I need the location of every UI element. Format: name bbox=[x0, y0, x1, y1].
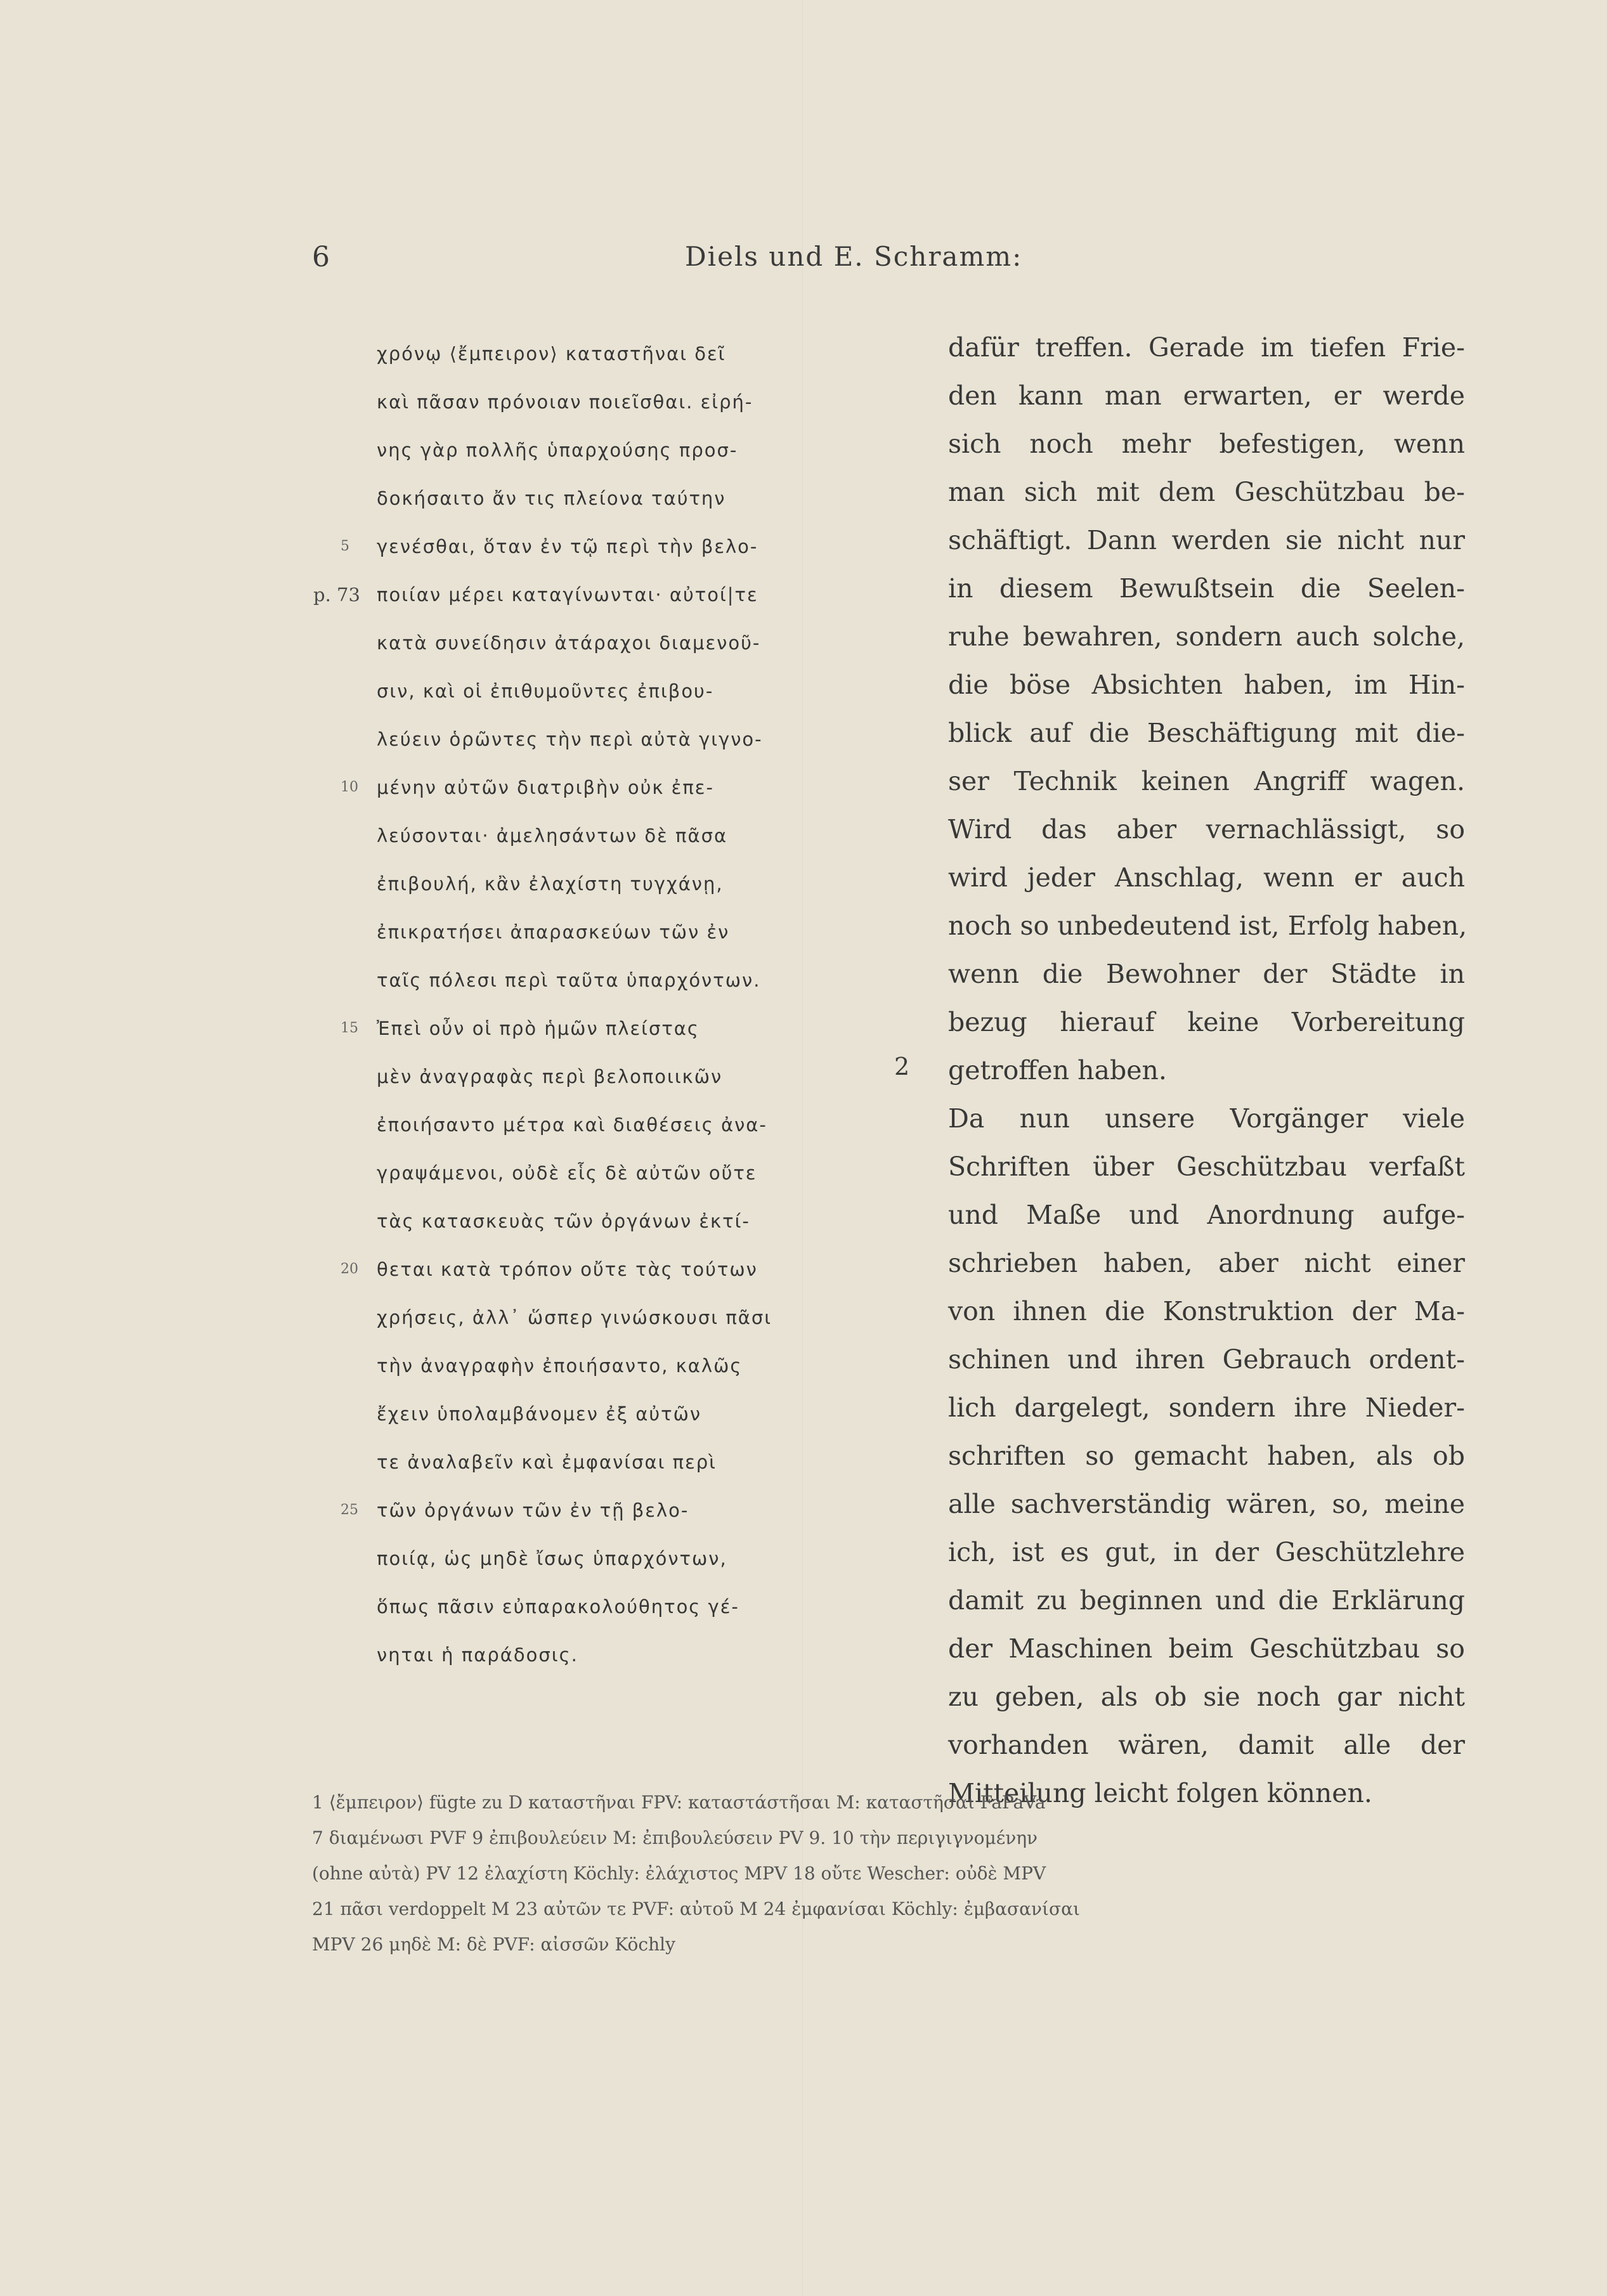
greek-line-text: λεύσονται· ἀμελησάντων δὲ πᾶσα bbox=[377, 825, 728, 846]
greek-line-text: σιν, καὶ οἱ ἐπιθυμοῦντες ἐπιβου- bbox=[377, 680, 714, 702]
greek-line bbox=[377, 330, 878, 378]
german-line: und Maße und Anordnung aufge- bbox=[948, 1200, 1465, 1230]
greek-line-text: ἔχειν ὑπολαμβάνομεν ἐξ αὐτῶν bbox=[377, 1403, 702, 1425]
line-number: 25 bbox=[341, 1502, 358, 1518]
greek-text-column bbox=[313, 330, 878, 1679]
greek-line bbox=[313, 571, 878, 619]
greek-line-text: δοκήσαιτο ἄν τις πλείονα ταύτην bbox=[377, 488, 726, 509]
greek-line bbox=[377, 1390, 878, 1438]
greek-line bbox=[341, 1245, 878, 1294]
greek-line-text: χρήσεις, ἀλλ᾽ ὥσπερ γινώσκουσι πᾶσι bbox=[377, 1307, 772, 1328]
greek-line bbox=[341, 1486, 878, 1534]
german-line: schinen und ihren Gebrauch ordent- bbox=[948, 1344, 1465, 1375]
greek-line-text: τὰς κατασκευὰς τῶν ὀργάνων ἐκτί- bbox=[377, 1210, 750, 1232]
page-number: 6 bbox=[312, 241, 330, 273]
greek-line bbox=[377, 619, 878, 667]
greek-line-text: ποιίᾳ, ὡς μηδὲ ἴσως ὑπαρχόντων, bbox=[377, 1548, 727, 1569]
greek-line-text: ποιίαν μέρει καταγίνωνται· αὐτοί|τε bbox=[377, 584, 758, 606]
greek-line bbox=[377, 1101, 878, 1149]
german-line: damit zu beginnen und die Erklärung bbox=[948, 1585, 1465, 1616]
greek-line bbox=[377, 860, 878, 908]
german-line: Da nun unsere Vorgänger viele bbox=[948, 1103, 1465, 1134]
german-line: ser Technik keinen Angriff wagen. bbox=[948, 766, 1465, 796]
greek-line-text: θεται κατὰ τρόπον οὔτε τὰς τούτων bbox=[377, 1259, 758, 1280]
german-line: sich noch mehr befestigen, wenn bbox=[948, 429, 1465, 459]
greek-line bbox=[377, 956, 878, 1004]
greek-line-text: καὶ πᾶσαν πρόνοιαν ποιεῖσθαι. εἰρή- bbox=[377, 391, 753, 413]
german-line: zu geben, als ob sie noch gar nicht bbox=[948, 1682, 1465, 1712]
line-number: 10 bbox=[341, 779, 358, 795]
running-head: Diels und E. Schramm: bbox=[685, 241, 1023, 272]
german-line: schriften so gemacht haben, als ob bbox=[948, 1441, 1465, 1471]
german-line: schäftigt. Dann werden sie nicht nur bbox=[948, 525, 1465, 555]
german-line: wird jeder Anschlag, wenn er auch bbox=[948, 862, 1465, 893]
german-line: ich, ist es gut, in der Geschützlehre bbox=[948, 1537, 1465, 1567]
german-line: bezug hierauf keine Vorbereitung bbox=[948, 1007, 1465, 1037]
greek-line bbox=[377, 1583, 878, 1631]
greek-line-text: γραψάμενοι, οὐδὲ εἷς δὲ αὐτῶν οὔτε bbox=[377, 1162, 757, 1184]
greek-line-text: ὅπως πᾶσιν εὐπαρακολούθητος γέ- bbox=[377, 1596, 739, 1618]
greek-line bbox=[377, 1197, 878, 1245]
german-line: den kann man erwarten, er werde bbox=[948, 380, 1465, 411]
greek-line-text: μένην αὐτῶν διατριβὴν οὐκ ἐπε- bbox=[377, 777, 714, 798]
greek-line bbox=[341, 1004, 878, 1053]
line-number: 5 bbox=[341, 538, 349, 554]
german-line: alle sachverständig wären, so, meine bbox=[948, 1489, 1465, 1519]
greek-line-text: ἐπικρατήσει ἀπαρασκεύων τῶν ἐν bbox=[377, 921, 730, 943]
greek-line-text: νης γὰρ πολλῆς ὑπαρχούσης προσ- bbox=[377, 439, 738, 461]
greek-line-text: τῶν ὀργάνων τῶν ἐν τῇ βελο- bbox=[377, 1500, 689, 1521]
german-line: Mitteilung leicht folgen können. bbox=[948, 1778, 1372, 1808]
german-line: in diesem Bewußtsein die Seelen- bbox=[948, 573, 1465, 604]
german-translation-column bbox=[948, 323, 1465, 1817]
greek-line-text: λεύειν ὁρῶντες τὴν περὶ αὐτὰ γιγνο- bbox=[377, 729, 763, 750]
line-number: 20 bbox=[341, 1261, 358, 1277]
german-line: von ihnen die Konstruktion der Ma- bbox=[948, 1296, 1465, 1326]
german-line: schrieben haben, aber nicht einer bbox=[948, 1248, 1465, 1278]
greek-line bbox=[377, 426, 878, 474]
greek-line bbox=[377, 715, 878, 763]
german-line: Wird das aber vernachlässigt, so bbox=[948, 814, 1465, 845]
greek-line-text: ἐπιβουλή, κἂν ἐλαχίστη τυγχάνῃ, bbox=[377, 873, 724, 895]
greek-line-text: τὴν ἀναγραφὴν ἐποιήσαντο, καλῶς bbox=[377, 1355, 743, 1377]
german-line: noch so unbedeutend ist, Erfolg haben, bbox=[948, 911, 1467, 941]
greek-line-text: κατὰ συνείδησιν ἀτάραχοι διαμενοῦ- bbox=[377, 632, 761, 654]
greek-line bbox=[377, 474, 878, 522]
greek-line-text: ταῖς πόλεσι περὶ ταῦτα ὑπαρχόντων. bbox=[377, 970, 761, 991]
greek-line-text: τε ἀναλαβεῖν καὶ ἐμφανίσαι περὶ bbox=[377, 1451, 717, 1473]
german-line: man sich mit dem Geschützbau be- bbox=[948, 477, 1465, 507]
greek-line-text: Ἐπεὶ οὖν οἱ πρὸ ἡμῶν πλείστας bbox=[377, 1018, 699, 1039]
german-line: die böse Absichten haben, im Hin- bbox=[948, 670, 1465, 700]
apparatus-line: 21 πᾶσι verdoppelt M 23 αὐτῶν τε PVF: αὐτοῦ M 24 ἐμφανίσαι Köchly: ἐμβασανίσαι bbox=[312, 1898, 1081, 1919]
greek-line bbox=[377, 812, 878, 860]
section-number: 2 bbox=[894, 1053, 910, 1080]
greek-line bbox=[341, 763, 878, 812]
greek-line bbox=[377, 1534, 878, 1583]
greek-line bbox=[377, 667, 878, 715]
greek-line-text: χρόνῳ ⟨ἔμπειρον⟩ καταστῆναι δεῖ bbox=[377, 343, 726, 365]
greek-line bbox=[377, 378, 878, 426]
greek-line-text: νηται ἡ παράδοσις. bbox=[377, 1644, 578, 1666]
german-line: Schriften über Geschützbau verfaßt bbox=[948, 1151, 1465, 1182]
greek-line bbox=[377, 1342, 878, 1390]
greek-line bbox=[377, 1053, 878, 1101]
german-line: vorhanden wären, damit alle der bbox=[948, 1730, 1465, 1760]
margin-page-reference: p. 73 bbox=[313, 584, 360, 606]
apparatus-line: (ohne αὐτὰ) PV 12 ἐλαχίστη Köchly: ἐλάχιστος MPV 18 οὔτε Wescher: οὐδὲ MPV bbox=[312, 1863, 1046, 1884]
german-line: getroffen haben. bbox=[948, 1055, 1167, 1086]
greek-line bbox=[341, 522, 878, 571]
greek-line-text: γενέσθαι, ὅταν ἐν τῷ περὶ τὴν βελο- bbox=[377, 536, 758, 557]
greek-line bbox=[377, 1438, 878, 1486]
german-line: blick auf die Beschäftigung mit die- bbox=[948, 718, 1465, 748]
greek-line bbox=[377, 1294, 878, 1342]
greek-line bbox=[377, 908, 878, 956]
apparatus-line: 7 διαμένωσι PVF 9 ἐπιβουλεύειν M: ἐπιβουλεύσειν PV 9. 10 τὴν περιγιγνομένην bbox=[312, 1827, 1038, 1848]
german-line: wenn die Bewohner der Städte in bbox=[948, 959, 1465, 989]
greek-line bbox=[377, 1631, 878, 1679]
german-line: lich dargelegt, sondern ihre Nieder- bbox=[948, 1392, 1465, 1423]
line-number: 15 bbox=[341, 1020, 358, 1036]
critical-apparatus bbox=[312, 1785, 1504, 1962]
german-line: ruhe bewahren, sondern auch solche, bbox=[948, 621, 1465, 652]
german-line: der Maschinen beim Geschützbau so bbox=[948, 1633, 1465, 1664]
apparatus-line: MPV 26 μηδὲ M: δὲ PVF: αἰσσῶν Köchly bbox=[312, 1934, 675, 1955]
german-line: dafür treffen. Gerade im tiefen Frie- bbox=[948, 332, 1465, 363]
greek-line-text: μὲν ἀναγραφὰς περὶ βελοποιικῶν bbox=[377, 1066, 723, 1087]
greek-line-text: ἐποιήσαντο μέτρα καὶ διαθέσεις ἀνα- bbox=[377, 1114, 767, 1136]
apparatus-line: 1 ⟨ἔμπειρον⟩ fügte zu D καταστῆναι FPV: καταστάστῆσαι M: καταστῆσαι FaPaVa bbox=[312, 1792, 1046, 1813]
greek-line bbox=[377, 1149, 878, 1197]
